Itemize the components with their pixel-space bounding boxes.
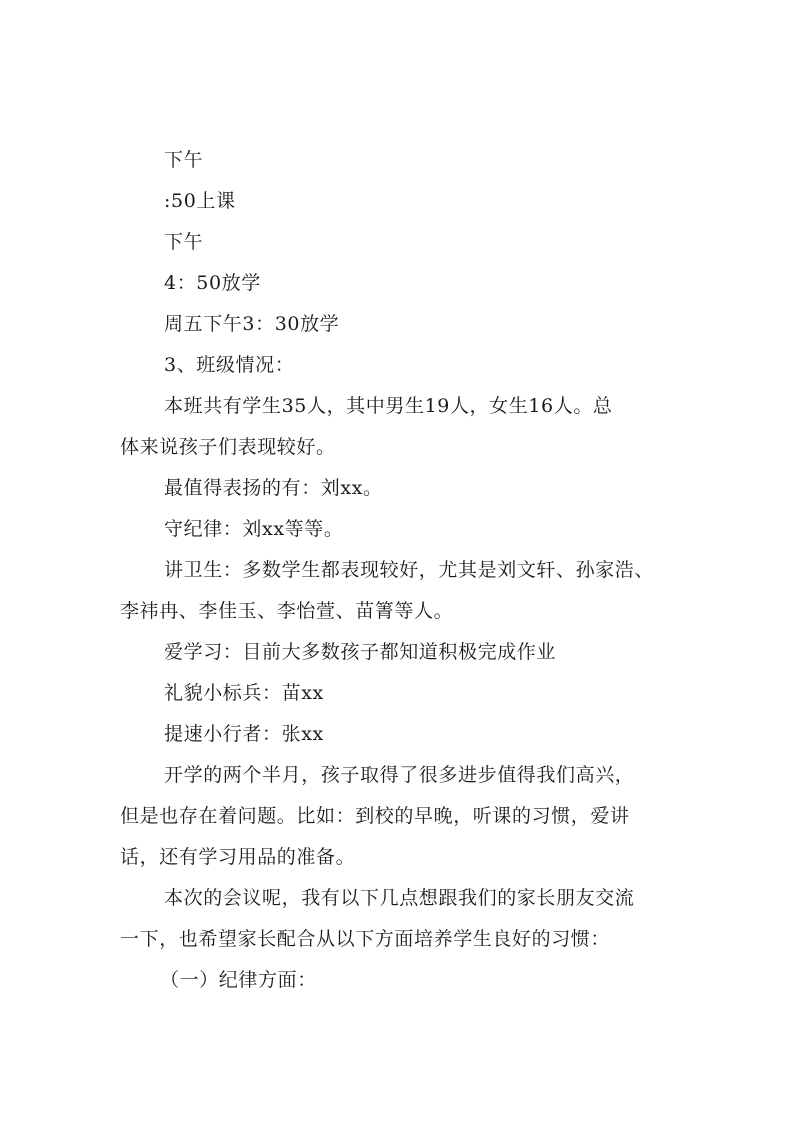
text-line: 下午	[164, 231, 204, 253]
paragraph-line: 本次的会议呢，我有以下几点想跟我们的家长朋友交流	[164, 887, 635, 909]
text-line: 最值得表扬的有：刘xx。	[164, 477, 383, 499]
paragraph-line: 本班共有学生35人，其中男生19人，女生16人。总	[164, 395, 613, 417]
text-line: 礼貌小标兵：苗xx	[164, 682, 324, 704]
text-line: :50上课	[164, 190, 236, 212]
text-line: 守纪律：刘xx等等。	[164, 518, 344, 540]
text-line: 下午	[164, 149, 204, 171]
text-line: 4：50放学	[164, 272, 261, 294]
paragraph-line: 体来说孩子们表现较好。	[120, 436, 336, 458]
paragraph-line: 开学的两个半月，孩子取得了很多进步值得我们高兴，	[164, 764, 635, 786]
paragraph-line: 一下，也希望家长配合从以下方面培养学生良好的习惯：	[120, 928, 611, 950]
paragraph-line: 李祎冉、李佳玉、李怡萱、苗箐等人。	[120, 600, 454, 622]
document-body	[120, 140, 685, 1001]
text-line: 周五下午3：30放学	[164, 313, 340, 335]
text-line: 爱学习：目前大多数孩子都知道积极完成作业	[164, 641, 557, 663]
section-heading: 3、班级情况：	[164, 354, 295, 376]
text-line: 提速小行者：张xx	[164, 723, 324, 745]
paragraph-line: 但是也存在着问题。比如：到校的早晚，听课的习惯，爱讲	[120, 805, 630, 827]
paragraph-line: 讲卫生：多数学生都表现较好，尤其是刘文轩、孙家浩、	[164, 559, 655, 581]
paragraph-line: 话，还有学习用品的准备。	[120, 846, 356, 868]
subsection-heading: （一）纪律方面：	[160, 969, 317, 991]
